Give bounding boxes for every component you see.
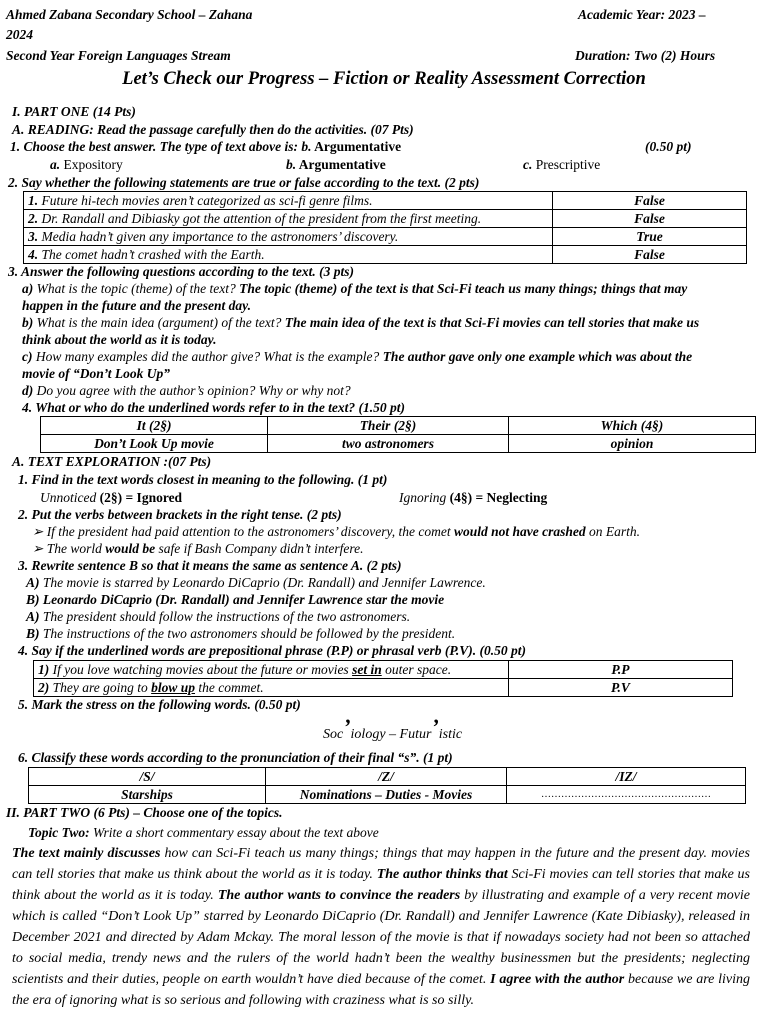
answer-cell: P.V [509, 679, 733, 697]
academic-year: Academic Year: 2023 – [578, 7, 706, 22]
q3-c: c) How many examples did the author give? What is the example? The author gave only one example which was about the [22, 349, 693, 364]
exp-q2-sentence1: ➢ If the president had paid attention to the astronomers’ discovery, the comet would not have crashed on Earth. [32, 524, 641, 539]
duration: Duration: Two (2) Hours [575, 48, 716, 63]
header-cell: /IZ/ [507, 768, 746, 786]
page-title: Let’s Check our Progress – Fiction or Reality Assessment Correction [122, 69, 646, 89]
table-row [24, 246, 747, 264]
table-row [24, 192, 747, 210]
pp-pv-table [33, 660, 733, 697]
table-row [29, 768, 746, 786]
table-row [24, 210, 747, 228]
stress-mark: ’ [343, 714, 351, 739]
table-row [29, 786, 746, 804]
essay-key-phrase: The author wants to convince the readers [217, 888, 461, 903]
q1-line [10, 138, 401, 155]
option-text: Prescriptive [532, 157, 601, 172]
q1-option-c [523, 156, 600, 173]
exp-q2-sentence2: ➢ The world would be safe if Bash Company didn’t interfere. [32, 541, 364, 556]
answer-cell: Starships [29, 786, 266, 804]
q3-c-cont: movie of “Don’t Look Up” [22, 366, 170, 381]
table-row [34, 679, 733, 697]
answer-cell: Nominations – Duties - Movies [266, 786, 507, 804]
essay-text: because we are living the era of ignoring what is so serious and following with craziness what is so silly. [12, 972, 750, 1008]
essay-text: how can Sci-Fi teach us many things; things that may happen in the future and the present day. movies can tell stories that make us think about the world as it is today. [12, 846, 750, 882]
exp-q3-b1: B) Leonardo DiCaprio (Dr. Randall) and Jennifer Lawrence star the movie [26, 592, 445, 607]
essay-key-phrase: The text mainly discusses [12, 846, 161, 861]
q3-text: 3. Answer the following questions according to the text. (3 pts) [8, 264, 355, 279]
answer-cell: False [553, 210, 747, 228]
table-row [24, 228, 747, 246]
header-cell: /Z/ [266, 768, 507, 786]
q1-text: 1. Choose the best answer. The type of text above is: b. [10, 139, 312, 154]
essay-key-phrase: The author thinks that [376, 867, 508, 882]
sentence-cell: 2) They are going to blow up the commet. [34, 679, 509, 697]
essay-key-phrase: I agree with the author [490, 972, 625, 987]
exp-q5-text: 5. Mark the stress on the following words. (0.50 pt) [18, 697, 301, 712]
reference-table [40, 416, 756, 453]
statement-cell: 4. The comet hadn’t crashed with the Earth. [24, 246, 553, 264]
exp-q3-text: 3. Rewrite sentence B so that it means the same as sentence A. (2 pts) [18, 558, 402, 573]
table-row [41, 435, 756, 453]
exp-q3-b2: B) The instructions of the two astronomers should be followed by the president. [26, 626, 456, 641]
option-letter: c. [523, 157, 533, 172]
q3-d: d) Do you agree with the author’s opinion? Why or why not? [22, 383, 351, 398]
q1-points: (0.50 pt) [645, 139, 692, 154]
exp-q2-text: 2. Put the verbs between brackets in the right tense. (2 pts) [18, 507, 342, 522]
answer-cell: False [553, 192, 747, 210]
option-letter: b. [286, 157, 297, 172]
reading-heading: A. READING: Read the passage carefully then do the activities. (07 Pts) [12, 122, 414, 137]
essay-paragraph [12, 843, 750, 1011]
q1-option-b [286, 156, 386, 173]
option-text: Expository [60, 157, 123, 172]
option-text: Argumentative [296, 157, 386, 172]
exp-q6-text: 6. Classify these words according to the pronunciation of their final “s”. (1 pt) [18, 750, 453, 765]
statement-cell: 3. Media hadn’t given any importance to the astronomers’ discovery. [24, 228, 553, 246]
exp-q1-text: 1. Find in the text words closest in meaning to the following. (1 pt) [18, 472, 388, 487]
part-one-heading: I. PART ONE (14 Pts) [12, 104, 136, 119]
q2-text: 2. Say whether the following statements are true or false according to the text. (2 pts) [8, 175, 480, 190]
statement-cell: 2. Dr. Randall and Dibiasky got the attention of the president from the first meeting. [24, 210, 553, 228]
answer-cell: two astronomers [268, 435, 509, 453]
topic-two: Topic Two: Write a short commentary essay about the text above [28, 825, 379, 840]
stress-mark: ’ [431, 714, 439, 739]
q1-option-a [50, 156, 123, 173]
header-cell: Which (4§) [509, 417, 756, 435]
essay-text: by illustrating and example of a very recent movie which is called “Don’t Look Up” starred by Leonardo DiCaprio (Dr. Randall) and Jennifer Lawrence (Kate Dibiasky), released in December 2021 and directed by Adam Mckay. The moral lesson of the movie is that if nowadays society had not been so attached to social media, trendy news and the rulers of the world hadn’t been the wealthy businessmen but the presidents; neglecting scientists and their duties, people on earth wouldn’t have died because of the comet. [12, 888, 751, 987]
school-year-continued: 2024 [6, 27, 33, 42]
pronunciation-table [28, 767, 746, 804]
exp-q1-word2: Ignoring (4§) = Neglecting [399, 490, 548, 505]
answer-cell: opinion [509, 435, 756, 453]
stress-words: Soc’iology – Futur’istic [323, 714, 463, 742]
exp-q4-text: 4. Say if the underlined words are prepositional phrase (P.P) or phrasal verb (P.V). (0.50 pt) [18, 643, 527, 658]
exp-q1-word1: Unnoticed (2§) = Ignored [40, 490, 183, 505]
exploration-heading: A. TEXT EXPLORATION :(07 Pts) [12, 454, 212, 469]
answer-cell: Don’t Look Up movie [41, 435, 268, 453]
table-row [41, 417, 756, 435]
school-name: Ahmed Zabana Secondary School – Zahana [6, 7, 253, 22]
stream: Second Year Foreign Languages Stream [6, 48, 231, 63]
part-two-heading: II. PART TWO (6 Pts) – Choose one of the topics. [6, 805, 283, 820]
q1-answer: Argumentative [311, 139, 402, 154]
exp-q3-a1: A) The movie is starred by Leonardo DiCaprio (Dr. Randall) and Jennifer Lawrence. [26, 575, 486, 590]
option-letter: a. [50, 157, 61, 172]
answer-cell: False [553, 246, 747, 264]
header-cell: /S/ [29, 768, 266, 786]
answer-cell: …………………………………………… [507, 786, 746, 804]
q3-b-cont: think about the world as it is today. [22, 332, 217, 347]
q3-b: b) What is the main idea (argument) of the text? The main idea of the text is that Sci-Fi movies can tell stories that make us [22, 315, 700, 330]
q3-a: a) What is the topic (theme) of the text? The topic (theme) of the text is that Sci-Fi teach us many things; things that may [22, 281, 688, 296]
sentence-cell: 1) If you love watching movies about the future or movies set in outer space. [34, 661, 509, 679]
q3-a-cont: happen in the future and the present day. [22, 298, 252, 313]
header-cell: Their (2§) [268, 417, 509, 435]
answer-cell: P.P [509, 661, 733, 679]
true-false-table [23, 191, 747, 264]
header-cell: It (2§) [41, 417, 268, 435]
table-row [34, 661, 733, 679]
statement-cell: 1. Future hi-tech movies aren’t categorized as sci-fi genre films. [24, 192, 553, 210]
answer-cell: True [553, 228, 747, 246]
exp-q3-a2: A) The president should follow the instructions of the two astronomers. [26, 609, 411, 624]
essay-text: Sci-Fi movies can tell stories that make us think about the world as it is today. [12, 867, 750, 903]
q4-text: 4. What or who do the underlined words refer to in the text? (1.50 pt) [22, 400, 406, 415]
